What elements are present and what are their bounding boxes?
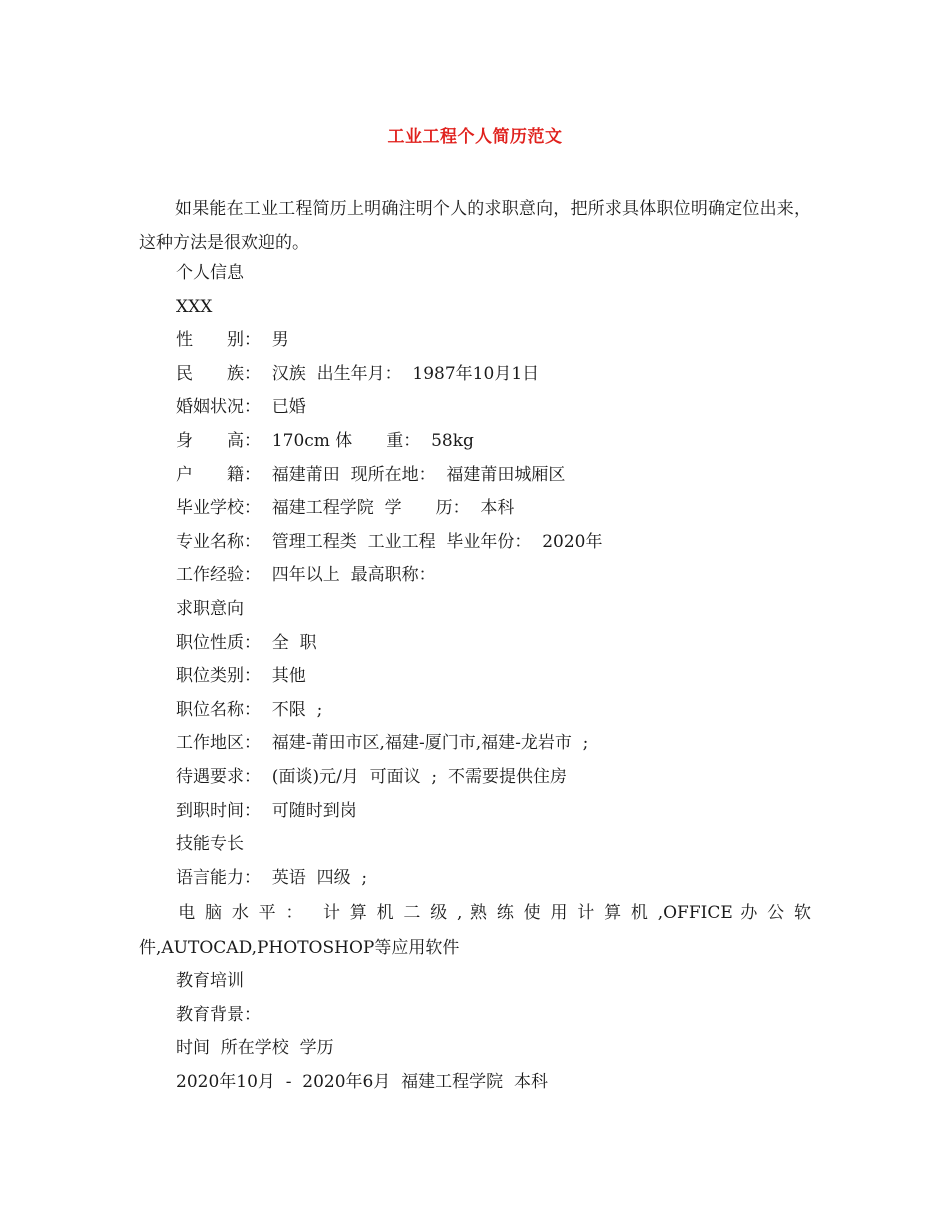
intro-paragraph: 如果能在工业工程简历上明确注明个人的求职意向，把所求具体职位明确定位出来，这种方法是很欢迎的。 xyxy=(139,199,811,253)
education-table-header: 时间 所在学校 学历 xyxy=(176,1038,334,1059)
major-graduation-line: 专业名称： 管理工程类 工业工程 毕业年份： 2020年 xyxy=(176,531,603,552)
document-title: 工业工程个人简历范文 xyxy=(387,127,563,147)
computer-skill-paragraph xyxy=(139,896,811,966)
info-lines xyxy=(0,257,950,895)
name-line: XXX xyxy=(176,296,213,317)
language-skill-line: 语言能力： 英语 四级 ; xyxy=(176,867,368,888)
education-entry: 2020年10月 - 2020年6月 福建工程学院 本科 xyxy=(176,1071,548,1092)
height-weight-line: 身 高： 170cm 体 重： 58kg xyxy=(176,430,474,451)
education-lines xyxy=(0,965,950,1099)
hometown-location-line: 户 籍： 福建莆田 现所在地： 福建莆田城厢区 xyxy=(176,464,566,485)
work-area-line: 工作地区： 福建-莆田市区,福建-厦门市,福建-龙岩市 ; xyxy=(176,733,589,754)
position-category-line: 职位类别： 其他 xyxy=(176,666,306,687)
marital-status-line: 婚姻状况： 已婚 xyxy=(176,397,306,418)
school-degree-line: 毕业学校： 福建工程学院 学 历： 本科 xyxy=(176,498,515,519)
computer-skill-text: 电 脑 水 平 ： 计 算 机 二 级 , 熟 练 使 用 计 算 机 ,OFFICE 办 公 软 件,AUTOCAD,PHOTOSHOP等应用软件 xyxy=(139,903,811,958)
position-nature-line: 职位性质： 全 职 xyxy=(176,632,317,653)
position-name-line: 职位名称： 不限 ; xyxy=(176,699,323,720)
section-heading-education: 教育培训 xyxy=(176,971,244,991)
salary-line: 待遇要求： (面谈)元/月 可面议 ; 不需要提供住房 xyxy=(176,766,567,787)
section-heading-job-intention: 求职意向 xyxy=(176,598,244,619)
start-time-line: 到职时间： 可随时到岗 xyxy=(176,800,357,821)
education-background-line: 教育背景： xyxy=(176,1004,261,1025)
experience-title-line: 工作经验： 四年以上 最高职称： xyxy=(176,565,436,586)
ethnicity-birth-line: 民 族： 汉族 出生年月： 1987年10月1日 xyxy=(176,363,540,384)
section-heading-skills: 技能专长 xyxy=(176,834,244,855)
gender-line: 性 别： 男 xyxy=(176,330,289,351)
section-heading-personal-info: 个人信息 xyxy=(176,263,244,283)
